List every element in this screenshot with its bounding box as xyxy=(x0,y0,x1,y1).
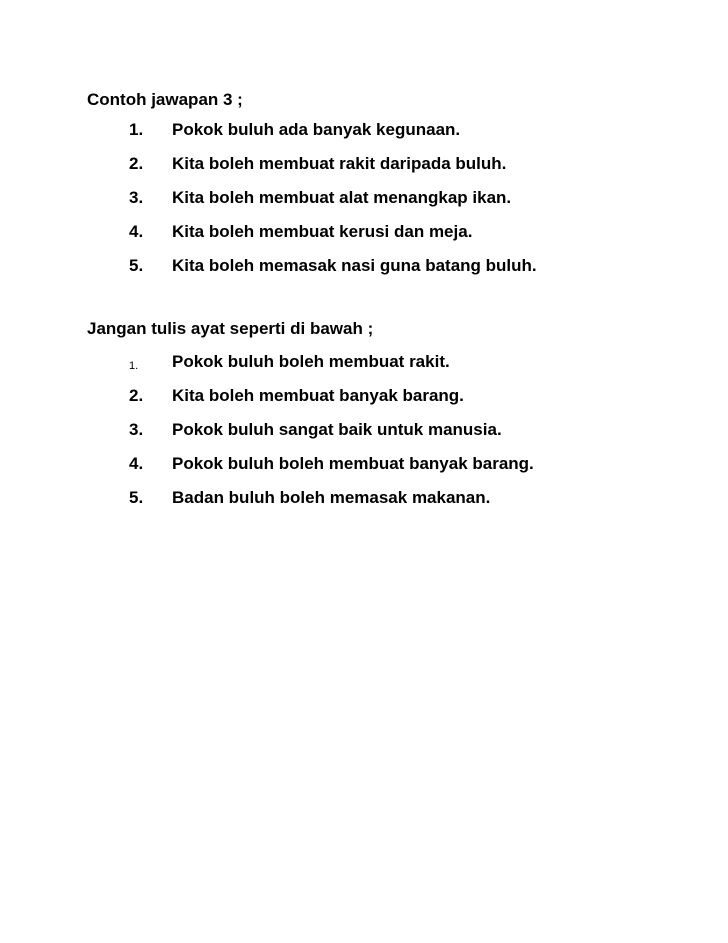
list-item xyxy=(0,386,728,420)
list-item xyxy=(0,120,728,154)
list-item-text: Pokok buluh ada banyak kegunaan. xyxy=(172,120,461,139)
list-item xyxy=(0,256,728,290)
section-1-heading: Contoh jawapan 3 ; xyxy=(87,90,243,109)
list-item xyxy=(0,454,728,488)
list-item-number: 1. xyxy=(129,360,139,372)
list-item-text: Badan buluh boleh memasak makanan. xyxy=(172,488,491,507)
list-item-number: 3. xyxy=(129,188,144,207)
list-item-text: Kita boleh membuat alat menangkap ikan. xyxy=(172,188,512,207)
list-item xyxy=(0,488,728,522)
list-item-number: 2. xyxy=(129,154,144,173)
list-item xyxy=(0,222,728,256)
list-item xyxy=(0,188,728,222)
list-item-text: Kita boleh memasak nasi guna batang buluh. xyxy=(172,256,537,275)
list-item-number: 4. xyxy=(129,454,144,473)
list-item xyxy=(0,154,728,188)
list-item-text: Pokok buluh boleh membuat banyak barang. xyxy=(172,454,534,473)
list-item-text: Kita boleh membuat kerusi dan meja. xyxy=(172,222,473,241)
list-item-text: Pokok buluh sangat baik untuk manusia. xyxy=(172,420,502,439)
list-item-text: Pokok buluh boleh membuat rakit. xyxy=(172,352,450,371)
list-item-number: 5. xyxy=(129,256,144,275)
list-item xyxy=(0,420,728,454)
section-2-list xyxy=(0,352,728,522)
list-item-number: 2. xyxy=(129,386,144,405)
list-item-text: Kita boleh membuat banyak barang. xyxy=(172,386,464,405)
section-2-heading: Jangan tulis ayat seperti di bawah ; xyxy=(87,319,374,338)
list-item-number: 1. xyxy=(129,120,144,139)
list-item-text: Kita boleh membuat rakit daripada buluh. xyxy=(172,154,507,173)
section-1-list xyxy=(0,120,728,290)
list-item-number: 4. xyxy=(129,222,144,241)
list-item-number: 5. xyxy=(129,488,144,507)
list-item xyxy=(0,352,728,386)
list-item-number: 3. xyxy=(129,420,144,439)
